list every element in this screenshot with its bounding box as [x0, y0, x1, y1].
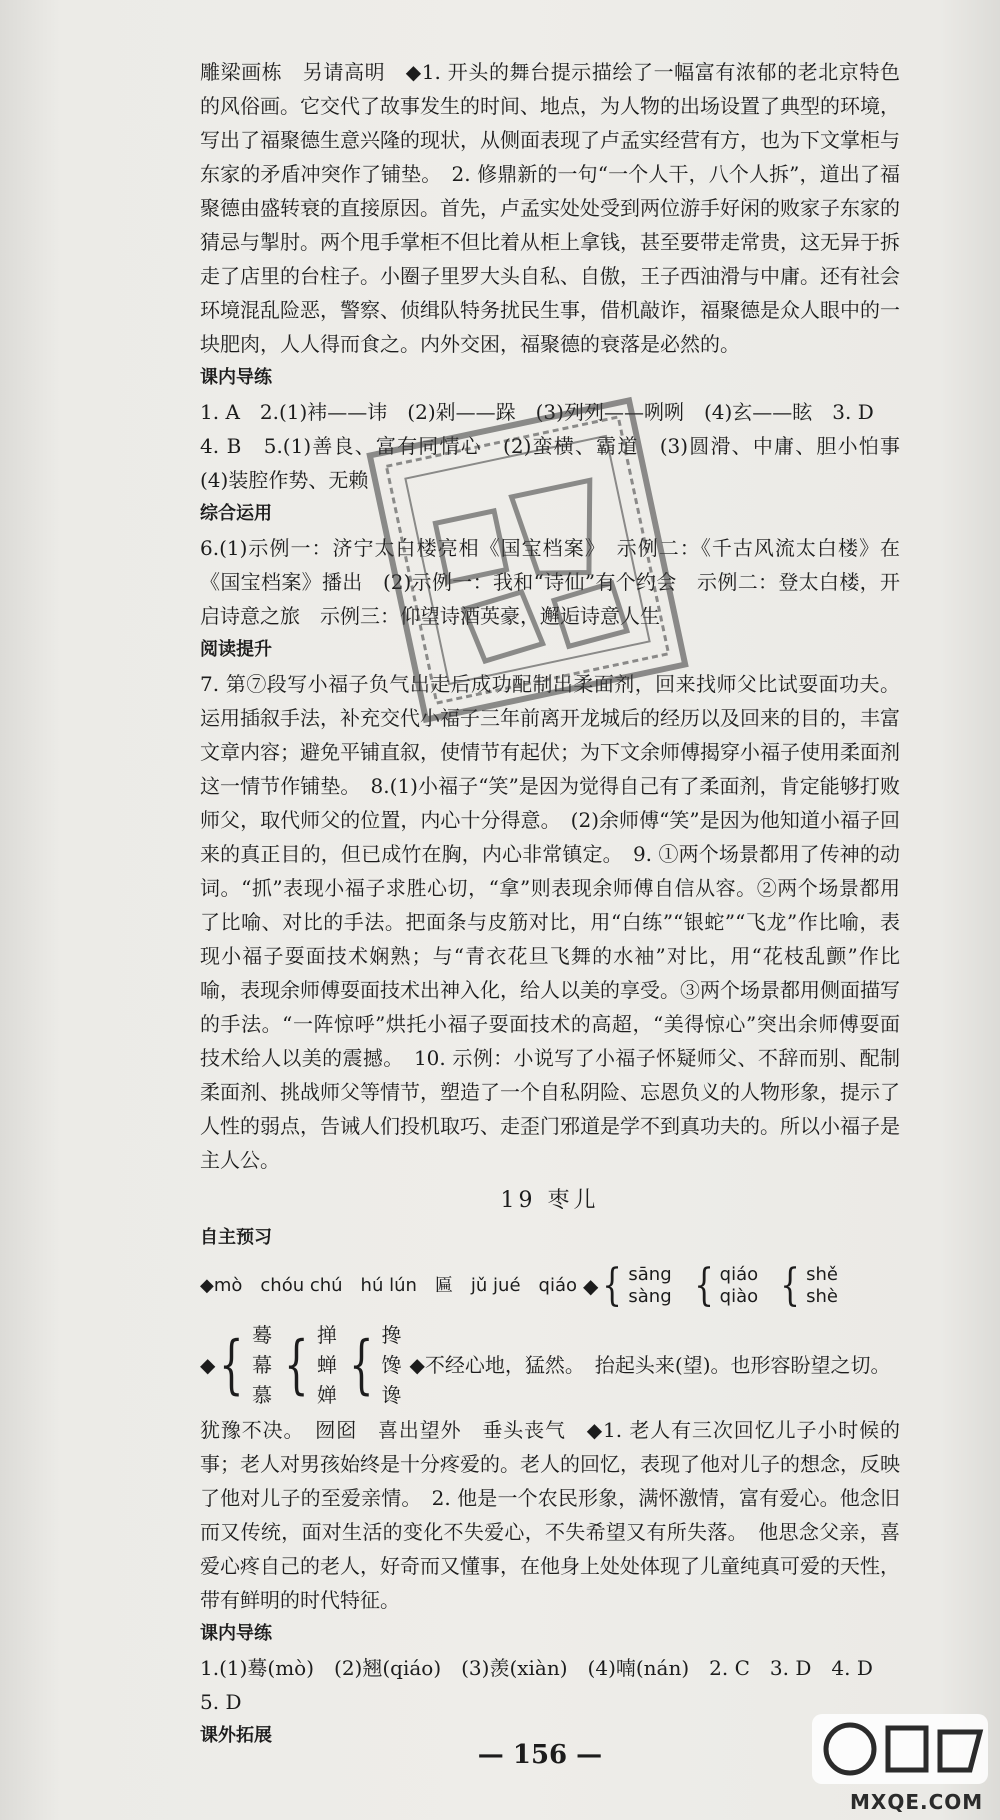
mu-3: 慕	[252, 1383, 273, 1407]
qiao-1: qiáo	[719, 1264, 759, 1285]
watermark-url: MXQE.COM	[850, 1790, 984, 1814]
lesson-name: 枣儿	[547, 1188, 600, 1213]
section-heading-kewai: 课外拓展	[200, 1725, 272, 1746]
chan2-2: 馋	[381, 1353, 402, 1377]
section-heading-kenei-1: 课内导练	[200, 367, 272, 388]
chan-2: 蝉	[316, 1353, 337, 1377]
section-heading-zonghe: 综合运用	[200, 503, 272, 524]
chan2-1: 搀	[381, 1323, 402, 1347]
page-number: — 156 —	[477, 1740, 603, 1770]
polyphone-group	[583, 1260, 838, 1311]
meaning-text: ◆不经心地，猛然。 抬起头来(望)。也形容盼望之切。	[409, 1353, 891, 1377]
she-2: shè	[806, 1286, 838, 1307]
library-stamp	[358, 389, 697, 732]
brace-icon: {	[284, 1328, 309, 1402]
brace-icon: {	[693, 1260, 714, 1311]
mu-2: 幕	[252, 1353, 273, 1377]
diamond-bullet: ◆	[200, 1353, 216, 1377]
yuedu-text: 7. 第⑦段写小福子负气出走后成功配制出柔面剂，回来找师父比试耍面功夫。运用插叙手法，补充交代小福子三年前离开龙城后的经历以及回来的目的，丰富文章内容；避免平铺直叙，使情节有起伏；为下文余师傅揭穿小福子使用柔面剂这一情节作铺垫。 8.(1)小福子“笑”是因为觉得自己有了柔面剂，肯定能够打败师父，取代师父的位置，内心十分得意。 (2)余师傅“笑”是因为他知道小福子回来的真正目的，但已成竹在胸，内心非常镇定。 9. ①两个场景都用了传神的动词。“抓”表现小福子求胜心切，“拿”则表现余师傅自信从容。②两个场景都用了比喻、对比的手法。把面条与皮筋对比，用“白练”“银蛇”“飞龙”作比喻，表现小福子耍面技术娴熟；与“青衣花旦飞舞的水袖”对比，用“花枝乱颤”作比喻，表现余师傅耍面技术出神入化，给人以美的享受。③两个场景都用侧面描写的手法。“一阵惊呼”烘托小福子耍面技术的高超，“美得惊心”突出余师傅耍面技术给人以美的震撼。 10. 示例：小说写了小福子怀疑师父、不辞而别、配制柔面剂、挑战师父等情节，塑造了一个自私阴险、忘恩负义的人物形象，提示了人性的弱点，告诫人们投机取巧、走歪门邪道是学不到真功夫的。所以小福子是主人公。	[200, 672, 900, 1172]
mu-1: 蓦	[252, 1323, 273, 1347]
kenei2-line-2: 5. D	[200, 1690, 242, 1714]
kenei-line-2: 4. B 5.(1)善良、富有同情心 (2)蛮横、霸道 (3)圆滑、中庸、胆小怕事 (4)装腔作势、无赖	[200, 434, 920, 492]
she-stack	[806, 1264, 838, 1308]
sang-stack	[628, 1264, 671, 1308]
lesson-number: 19	[500, 1188, 537, 1213]
chan-stack	[317, 1320, 337, 1410]
chan2-3: 谗	[381, 1383, 402, 1407]
section-heading-kenei-2: 课内导练	[200, 1623, 272, 1644]
kenei-line-1: 1. A 2.(1)袆——讳 (2)剁——跺 (3)列列——咧咧 (4)玄——眩 3. D	[200, 400, 874, 424]
section-heading-zizhu: 自主预习	[200, 1227, 272, 1248]
zonghe-text: 6.(1)示例一：济宁太白楼亮相《国宝档案》 示例二：《千古风流太白楼》在《国宝档案》播出 (2)示例一：我和“诗仙”有个约会 示例二：登太白楼，开启诗意之旅 示例三：仰望诗酒英豪，邂逅诗意人生	[200, 536, 900, 628]
lesson-title	[200, 1181, 900, 1221]
chan2-stack	[382, 1320, 402, 1410]
chan-1: 掸	[316, 1323, 337, 1347]
brace-icon: {	[602, 1260, 623, 1311]
she-1: shě	[806, 1264, 838, 1285]
sang-2: sàng	[628, 1286, 672, 1307]
pinyin-row	[200, 1255, 900, 1317]
brace-icon: {	[348, 1328, 374, 1402]
pinyin-answers: ◆mò chóu chú hú lún 匾 jǔ jué qiáo	[200, 1275, 577, 1296]
zizhu-body: 犹豫不决。 囫囵 喜出望外 垂头丧气 ◆1. 老人有三次回忆儿子小时候的事；老人对男孩始终是十分疼爱的。老人的回忆，表现了他对儿子的想念，反映了他对儿子的至爱亲情。 2. 他是一个农民形象，满怀激情，富有爱心。他念旧而又传统，面对生活的变化不失爱心，不失希望又有所失落。 他思念父亲，喜爱心疼自己的老人，好奇而又懂事，在他身上处处体现了儿童纯真可爱的天性，带有鲜明的时代特征。	[200, 1418, 900, 1612]
answer-content	[200, 55, 920, 1753]
brace-icon: {	[219, 1328, 244, 1402]
qiao-2: qiào	[719, 1286, 759, 1307]
qiao-stack	[720, 1264, 758, 1308]
section-heading-yuedu: 阅读提升	[200, 639, 272, 660]
kenei2-line-1: 1.(1)蓦(mò) (2)翘(qiáo) (3)羡(xiàn) (4)喃(nán) 2. C 3. D 4. D	[200, 1656, 873, 1680]
chan-3: 婵	[316, 1383, 337, 1407]
sang-1: sāng	[628, 1264, 672, 1285]
intro-paragraph: 雕梁画栋 另请高明 ◆1. 开头的舞台提示描绘了一幅富有浓郁的老北京特色的风俗画。它交代了故事发生的时间、地点，为人物的出场设置了典型的环境，写出了福聚德生意兴隆的现状，从侧面表现了卢孟实经营有方，也为下文掌柜与东家的矛盾冲突作了铺垫。 2. 修鼎新的一句“一个人干，八个人拆”，道出了福聚德由盛转衰的直接原因。首先，卢孟实处处受到两位游手好闲的败家子东家的猜忌与掣肘。两个甩手掌柜不但比着从柜上拿钱，甚至要带走常贵，这无异于拆走了店里的台柱子。小圈子里罗大头自私、自傲，王子西油滑与中庸。还有社会环境混乱险恶，警察、侦缉队特务扰民生事，借机敲诈，福聚德是众人眼中的一块肥肉，人人得而食之。内外交困，福聚德的衰落是必然的。	[200, 60, 900, 356]
brace-icon: {	[780, 1260, 800, 1311]
character-groups-row	[200, 1317, 900, 1413]
mu-stack	[252, 1320, 272, 1410]
diamond-bullet: ◆	[583, 1274, 599, 1298]
